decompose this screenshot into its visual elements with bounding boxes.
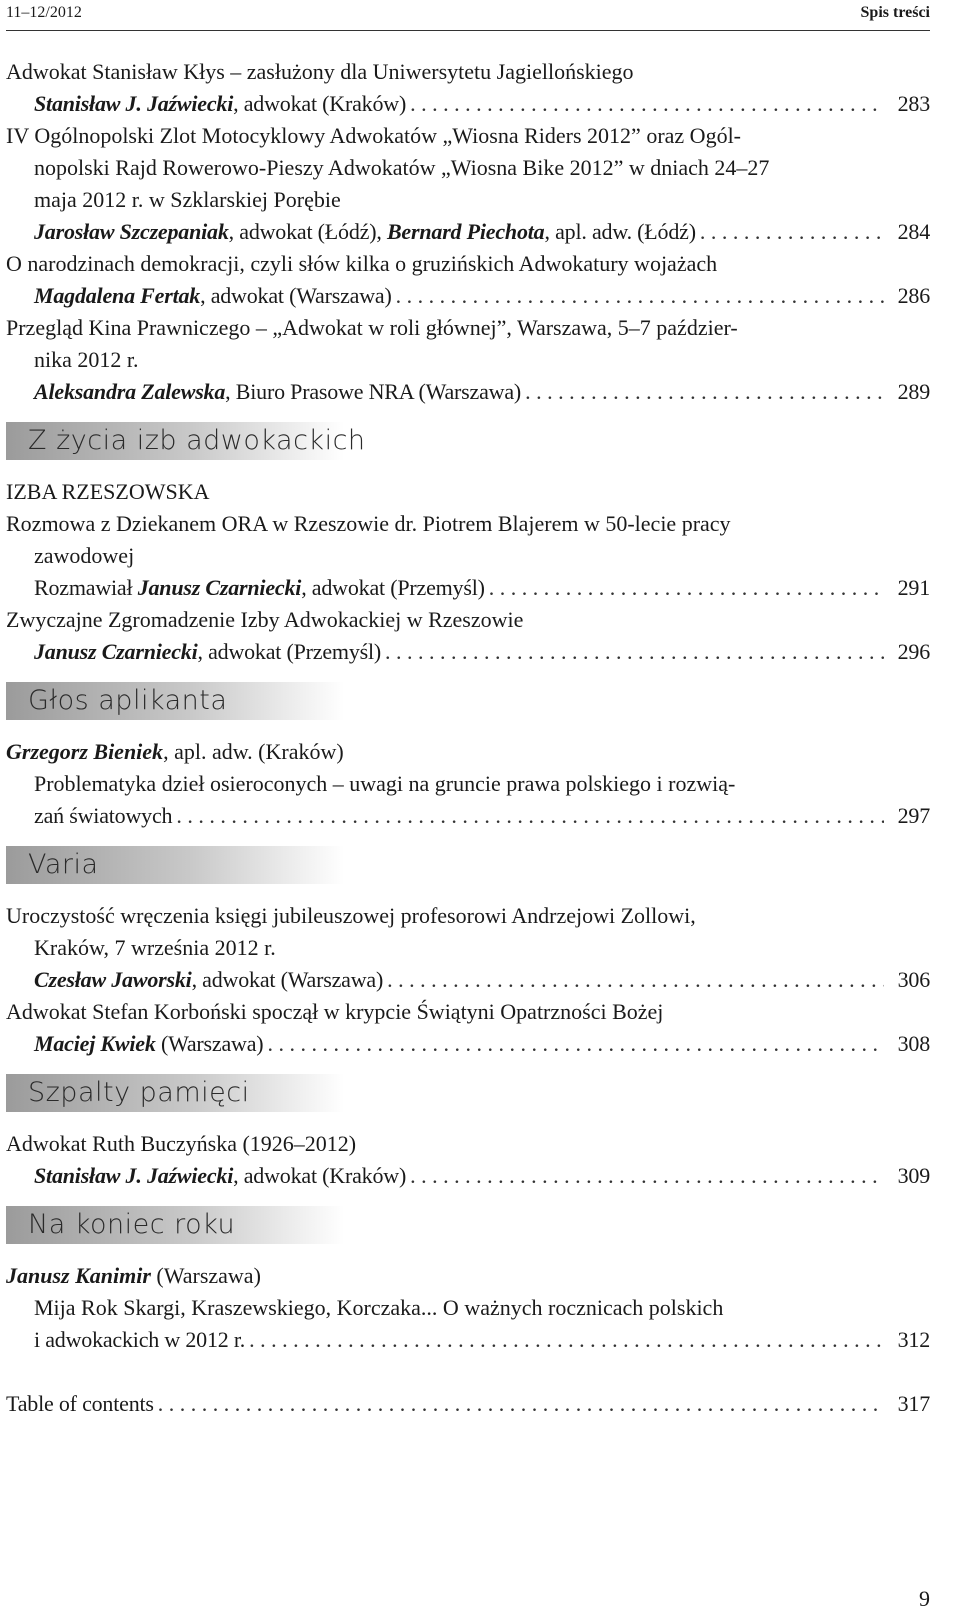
author-name: Janusz Kanimir bbox=[6, 1263, 151, 1288]
author-affiliation: , adwokat (Przemyśl) bbox=[197, 639, 382, 664]
leader-dots bbox=[176, 800, 884, 832]
leader-dots bbox=[410, 1160, 884, 1192]
section-title: Varia bbox=[28, 849, 99, 880]
section-title: Szpalty pamięci bbox=[28, 1077, 250, 1108]
entry-title: Mija Rok Skargi, Kraszewskiego, Korczaka... O ważnych rocznicach polskich bbox=[34, 1295, 724, 1320]
leader-dots bbox=[700, 216, 884, 248]
page-ref: 284 bbox=[897, 219, 930, 244]
running-header bbox=[6, 0, 930, 31]
entry-title: Adwokat Ruth Buczyńska (1926–2012) bbox=[6, 1131, 357, 1156]
entry-author-line[interactable] bbox=[6, 964, 930, 996]
section-title: Na koniec roku bbox=[28, 1209, 236, 1240]
author-affiliation: , adwokat (Przemyśl) bbox=[301, 575, 485, 600]
page-ref: 296 bbox=[897, 639, 930, 664]
leader-dots bbox=[267, 1028, 884, 1060]
author-affiliation: , adwokat (Kraków) bbox=[233, 1163, 407, 1188]
page-ref: 306 bbox=[897, 967, 930, 992]
entry-author-line[interactable] bbox=[6, 88, 930, 120]
issue-label: 11–12/2012 bbox=[6, 4, 82, 21]
author-name: Aleksandra Zalewska bbox=[34, 379, 226, 404]
entry-author-line[interactable] bbox=[6, 1160, 930, 1192]
author-affiliation: (Warszawa) bbox=[155, 1031, 264, 1056]
section-title: Z życia izb adwokackich bbox=[28, 425, 366, 456]
author-name: Czesław Jaworski bbox=[34, 967, 192, 992]
entry-author-line[interactable] bbox=[6, 572, 930, 604]
page-ref: 283 bbox=[897, 91, 930, 116]
author-name: Maciej Kwiek bbox=[34, 1031, 156, 1056]
author-name: Stanisław J. Jaźwiecki bbox=[34, 1163, 234, 1188]
author-name: Janusz Czarniecki bbox=[137, 575, 302, 600]
author-affiliation: , adwokat (Warszawa) bbox=[191, 967, 384, 992]
page-ref: 309 bbox=[897, 1163, 930, 1188]
section-heading-varia bbox=[6, 846, 930, 884]
author-name: Magdalena Fertak bbox=[34, 283, 201, 308]
page-ref: 291 bbox=[897, 575, 930, 600]
entry-title-cont: Kraków, 7 września 2012 r. bbox=[34, 935, 276, 960]
author-affiliation: , apl. adw. (Łódź) bbox=[544, 219, 696, 244]
author-affiliation: , adwokat (Kraków) bbox=[233, 91, 407, 116]
section-heading-szpalty bbox=[6, 1074, 930, 1112]
author-name: Grzegorz Bieniek bbox=[6, 739, 164, 764]
table-of-contents bbox=[6, 56, 930, 1420]
section-heading-koniec bbox=[6, 1206, 930, 1244]
entry-author bbox=[6, 1260, 930, 1292]
section-heading-aplikant bbox=[6, 682, 930, 720]
entry-author-line[interactable] bbox=[6, 376, 930, 408]
leader-dots bbox=[387, 964, 884, 996]
english-toc-label: Table of contents bbox=[6, 1391, 154, 1416]
page-ref: 317 bbox=[897, 1391, 930, 1416]
entry-title: Rozmowa z Dziekanem ORA w Rzeszowie dr. Piotrem Blajerem w 50-lecie pracy bbox=[6, 511, 731, 536]
author-prefix: Rozmawiał bbox=[34, 575, 138, 600]
leader-dots bbox=[396, 280, 884, 312]
entry-title: Problematyka dzieł osieroconych – uwagi na gruncie prawa polskiego i rozwią- bbox=[34, 771, 736, 796]
entry-author-line[interactable] bbox=[6, 636, 930, 668]
entry-title-cont: i adwokackich w 2012 r. bbox=[34, 1327, 246, 1352]
entry-author bbox=[6, 736, 930, 768]
page-ref: 286 bbox=[897, 283, 930, 308]
author-affiliation: , adwokat (Łódź), bbox=[228, 219, 387, 244]
author-name: Bernard Piechota bbox=[386, 219, 545, 244]
entry-author-line[interactable] bbox=[6, 216, 930, 248]
author-affiliation: (Warszawa) bbox=[150, 1263, 261, 1288]
page-ref: 289 bbox=[897, 379, 930, 404]
english-toc-line[interactable] bbox=[6, 1388, 930, 1420]
author-affiliation: , adwokat (Warszawa) bbox=[200, 283, 392, 308]
page-number: 9 bbox=[919, 1586, 930, 1611]
author-affiliation: , apl. adw. (Kraków) bbox=[163, 739, 344, 764]
entry-title-cont: maja 2012 r. w Szklarskiej Porębie bbox=[34, 187, 341, 212]
leader-dots bbox=[410, 88, 884, 120]
leader-dots bbox=[489, 572, 884, 604]
entry-title-cont: nika 2012 r. bbox=[34, 347, 139, 372]
author-name: Janusz Czarniecki bbox=[34, 639, 198, 664]
page-ref: 308 bbox=[897, 1031, 930, 1056]
entry-title-cont: nopolski Rajd Rowerowo-Pieszy Adwokatów „Wiosna Bike 2012” w dniach 24–27 bbox=[34, 155, 770, 180]
entry-title: Zwyczajne Zgromadzenie Izby Adwokackiej w Rzeszowie bbox=[6, 607, 524, 632]
section-title: Głos aplikanta bbox=[28, 685, 228, 716]
entry-title-line[interactable] bbox=[6, 1324, 930, 1356]
leader-dots bbox=[385, 636, 884, 668]
entry-title: O narodzinach demokracji, czyli słów kilka o gruzińskich Adwokatury wojażach bbox=[6, 251, 718, 276]
entry-title: Uroczystość wręczenia księgi jubileuszowej profesorowi Andrzejowi Zollowi, bbox=[6, 903, 696, 928]
entry-title: Przegląd Kina Prawniczego – „Adwokat w roli głównej”, Warszawa, 5–7 paździer- bbox=[6, 315, 738, 340]
entry-title-cont: zawodowej bbox=[34, 543, 135, 568]
section-heading-izby bbox=[6, 422, 930, 460]
author-affiliation: , Biuro Prasowe NRA (Warszawa) bbox=[225, 379, 522, 404]
page-ref: 297 bbox=[897, 803, 930, 828]
leader-dots bbox=[158, 1388, 884, 1420]
entry-title-cont: zań światowych bbox=[34, 803, 173, 828]
entry-title-line[interactable] bbox=[6, 800, 930, 832]
author-name: Jarosław Szczepaniak bbox=[34, 219, 229, 244]
spacer bbox=[6, 1356, 930, 1388]
subsection-heading: IZBA RZESZOWSKA bbox=[6, 479, 210, 504]
entry-title: Adwokat Stefan Korboński spoczął w krypcie Świątyni Opatrzności Bożej bbox=[6, 999, 664, 1024]
entry-author-line[interactable] bbox=[6, 280, 930, 312]
entry-title: IV Ogólnopolski Zlot Motocyklowy Adwokatów „Wiosna Riders 2012” oraz Ogól- bbox=[6, 123, 742, 148]
page-ref: 312 bbox=[897, 1327, 930, 1352]
leader-dots bbox=[249, 1324, 884, 1356]
leader-dots bbox=[525, 376, 884, 408]
entry-author-line[interactable] bbox=[6, 1028, 930, 1060]
author-name: Stanisław J. Jaźwiecki bbox=[34, 91, 234, 116]
entry-title: Adwokat Stanisław Kłys – zasłużony dla Uniwersytetu Jagiellońskiego bbox=[6, 59, 634, 84]
section-label: Spis treści bbox=[860, 4, 930, 21]
